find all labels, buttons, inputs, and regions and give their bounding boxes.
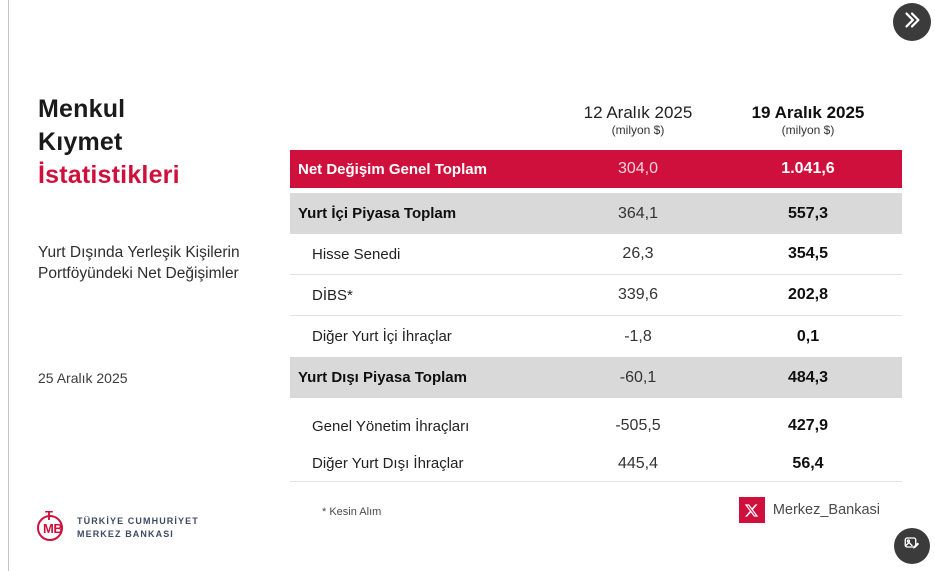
table-header-row <box>290 103 902 150</box>
row-value-2: 1.041,6 <box>781 160 835 177</box>
row-label: Yurt İçi Piyasa Toplam <box>298 205 457 222</box>
row-label: Hisse Senedi <box>312 245 401 263</box>
logo-org-line1: TÜRKİYE CUMHURİYET <box>77 515 199 526</box>
row-value-2: 427,9 <box>787 417 829 434</box>
row-value-2: 354,5 <box>787 245 829 262</box>
row-label: Yurt Dışı Piyasa Toplam <box>298 369 467 386</box>
x-twitter-icon <box>739 497 765 523</box>
row-value-2: 0,1 <box>796 327 820 345</box>
row-value-1: -505,5 <box>615 417 661 434</box>
statistics-table <box>290 103 902 482</box>
row-label: DİBS* <box>312 286 353 304</box>
report-date: 25 Aralık 2025 <box>38 370 128 386</box>
tcmb-logo-text <box>77 515 199 541</box>
row-value-1: 26,3 <box>622 245 654 262</box>
title-line-2: Kıymet <box>38 128 123 156</box>
table-row <box>290 357 902 398</box>
monogram-t: T <box>45 508 53 523</box>
chart-subtitle: Yurt Dışında Yerleşik Kişilerin Portföyündeki Net Değişimler <box>38 244 240 282</box>
social-handle-text: Merkez_Bankasi <box>772 502 880 518</box>
logo-org-line2: MERKEZ BANKASI <box>77 529 174 539</box>
table-row <box>290 406 902 446</box>
image-edit-button[interactable] <box>894 528 930 564</box>
table-row <box>290 316 902 357</box>
row-value-1: 445,4 <box>617 454 659 472</box>
table-row <box>290 275 902 316</box>
slide-left-border <box>8 0 9 571</box>
row-value-2: 202,8 <box>787 286 829 303</box>
next-slide-button[interactable] <box>893 3 931 41</box>
row-value-2: 557,3 <box>787 204 829 222</box>
row-label: Net Değişim Genel Toplam <box>298 160 487 178</box>
row-label: Genel Yönetim İhraçları <box>312 417 470 435</box>
row-value-1: -1,8 <box>624 327 652 345</box>
row-value-1: 364,1 <box>617 204 659 222</box>
column-header-19-aralik <box>714 103 902 138</box>
tcmb-logo <box>36 508 199 548</box>
row-value-1: -60,1 <box>619 368 657 386</box>
social-handle <box>739 497 880 523</box>
page-title <box>38 93 180 192</box>
double-chevron-right-icon <box>901 9 923 36</box>
row-value-2: 56,4 <box>792 454 824 472</box>
tcmb-monogram-icon <box>36 508 70 548</box>
row-value-1: 304,0 <box>617 160 659 177</box>
row-label: Diğer Yurt İçi İhraçlar <box>312 328 452 345</box>
column-label: 19 Aralık 2025 <box>751 103 865 122</box>
table-footnote: * Kesin Alım <box>322 506 382 518</box>
row-label: Diğer Yurt Dışı İhraçlar <box>312 455 464 472</box>
title-line-1: Menkul <box>38 95 126 123</box>
column-unit: (milyon $) <box>611 123 665 138</box>
image-edit-icon <box>903 535 921 558</box>
column-label: 12 Aralık 2025 <box>583 103 693 122</box>
row-value-2: 484,3 <box>787 368 829 386</box>
table-row <box>290 234 902 275</box>
title-line-3: İstatistikleri <box>38 161 180 189</box>
table-row <box>290 193 902 234</box>
table-row <box>290 446 902 482</box>
monogram-mb: MB <box>43 521 63 536</box>
table-row <box>290 150 902 188</box>
column-unit: (milyon $) <box>781 123 835 138</box>
column-header-12-aralik <box>562 103 714 138</box>
row-value-1: 339,6 <box>617 286 659 303</box>
